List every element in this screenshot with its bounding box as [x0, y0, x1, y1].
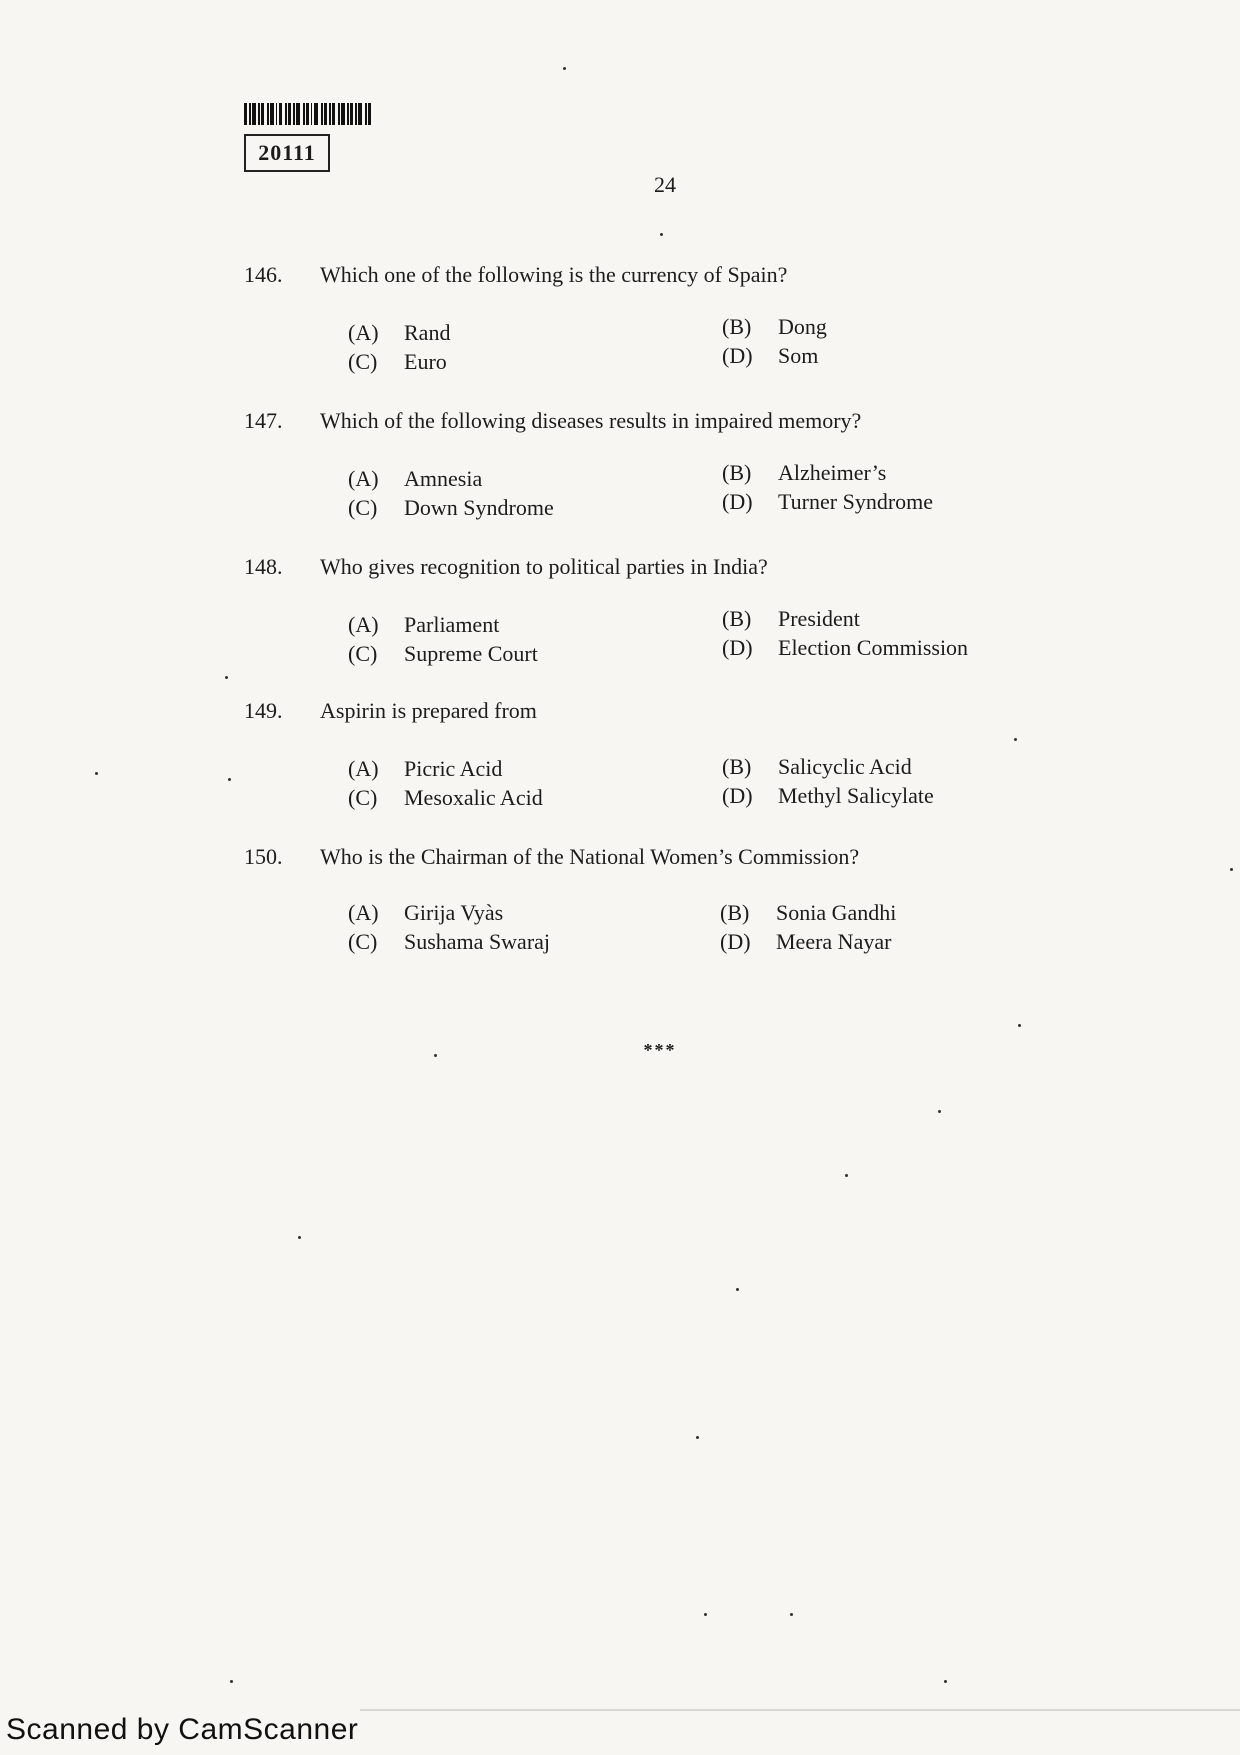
option-letter: (C) — [348, 785, 378, 810]
scan-speck — [845, 1174, 848, 1177]
end-marker: *** — [643, 1040, 677, 1060]
option-text: Dong — [778, 314, 827, 339]
option-letter: (C) — [348, 349, 378, 374]
scan-speck — [563, 67, 566, 70]
scan-speck — [1014, 738, 1017, 741]
scan-speck — [944, 1680, 947, 1683]
option-text: Turner Syndrome — [778, 489, 934, 514]
option-b — [722, 754, 912, 780]
option-letter: (B) — [720, 900, 750, 925]
option-text: Euro — [404, 349, 447, 374]
option-c — [348, 349, 447, 375]
option-c — [348, 641, 538, 667]
scan-speck — [95, 772, 98, 775]
question-number: 146. — [244, 262, 283, 287]
option-letter: (D) — [720, 929, 751, 954]
scan-speck — [225, 676, 228, 679]
option-letter: (B) — [722, 606, 752, 631]
paper-code: 20111 — [244, 134, 330, 172]
scan-speck — [696, 1436, 699, 1439]
option-letter: (A) — [348, 466, 379, 491]
option-c — [348, 929, 550, 955]
option-a — [348, 612, 499, 638]
scan-speck — [298, 1236, 301, 1239]
scan-speck — [938, 1110, 941, 1113]
option-letter: (C) — [348, 495, 378, 520]
option-a — [348, 466, 482, 492]
scan-speck — [1230, 868, 1233, 871]
option-text: Girija Vyàs — [404, 900, 504, 925]
option-text: President — [778, 606, 860, 631]
option-letter: (D) — [722, 783, 753, 808]
scan-speck — [790, 1613, 793, 1616]
option-d — [722, 783, 934, 809]
option-a — [348, 320, 450, 346]
question-text: Aspirin is prepared from — [320, 698, 537, 723]
option-a — [348, 900, 503, 926]
question-number: 150. — [244, 844, 283, 869]
option-text: Sushama Swaraj — [404, 929, 551, 954]
option-b — [722, 314, 827, 340]
scan-speck — [660, 233, 663, 236]
scan-speck — [434, 1054, 437, 1057]
option-b — [722, 606, 860, 632]
question-text: Which one of the following is the currency of Spain? — [320, 262, 788, 287]
scan-speck — [704, 1613, 707, 1616]
option-text: Mesoxalic Acid — [404, 785, 543, 810]
option-letter: (C) — [348, 641, 378, 666]
option-d — [722, 489, 933, 515]
option-letter: (B) — [722, 460, 752, 485]
scan-edge-line — [360, 1709, 1240, 1711]
scanner-watermark: Scanned by CamScanner — [6, 1713, 359, 1746]
option-letter: (D) — [722, 343, 753, 368]
option-text: Rand — [404, 320, 451, 345]
option-text: Sonia Gandhi — [776, 900, 897, 925]
option-text: Election Commission — [778, 635, 969, 660]
question-number: 148. — [244, 554, 283, 579]
option-a — [348, 756, 502, 782]
option-letter: (B) — [722, 314, 752, 339]
option-letter: (A) — [348, 756, 379, 781]
option-letter: (D) — [722, 635, 753, 660]
option-d — [722, 343, 818, 369]
option-b — [722, 460, 886, 486]
option-c — [348, 785, 543, 811]
page-number: 24 — [654, 172, 676, 197]
option-c — [348, 495, 554, 521]
question-text: Who gives recognition to political parties in India? — [320, 554, 768, 579]
option-d — [720, 929, 891, 955]
scan-speck — [230, 1680, 233, 1683]
option-letter: (C) — [348, 929, 378, 954]
option-letter: (A) — [348, 320, 379, 345]
scan-speck — [736, 1288, 739, 1291]
question-number: 147. — [244, 408, 283, 433]
question-number: 149. — [244, 698, 283, 723]
option-text: Picric Acid — [404, 756, 503, 781]
option-letter: (D) — [722, 489, 753, 514]
option-d — [722, 635, 968, 661]
option-letter: (B) — [722, 754, 752, 779]
option-text: Meera Nayar — [776, 929, 892, 954]
option-text: Amnesia — [404, 466, 483, 491]
option-b — [720, 900, 896, 926]
option-text: Alzheimer’s — [778, 460, 887, 485]
scan-speck — [1018, 1024, 1021, 1027]
barcode-icon — [244, 103, 404, 125]
question-text: Which of the following diseases results in impaired memory? — [320, 408, 862, 433]
option-text: Supreme Court — [404, 641, 538, 666]
option-text: Salicyclic Acid — [778, 754, 912, 779]
option-letter: (A) — [348, 900, 379, 925]
option-text: Methyl Salicylate — [778, 783, 934, 808]
scan-speck — [228, 778, 231, 781]
option-text: Down Syndrome — [404, 495, 554, 520]
option-text: Parliament — [404, 612, 500, 637]
option-letter: (A) — [348, 612, 379, 637]
option-text: Som — [778, 343, 819, 368]
question-text: Who is the Chairman of the National Women’s Commission? — [320, 844, 860, 869]
